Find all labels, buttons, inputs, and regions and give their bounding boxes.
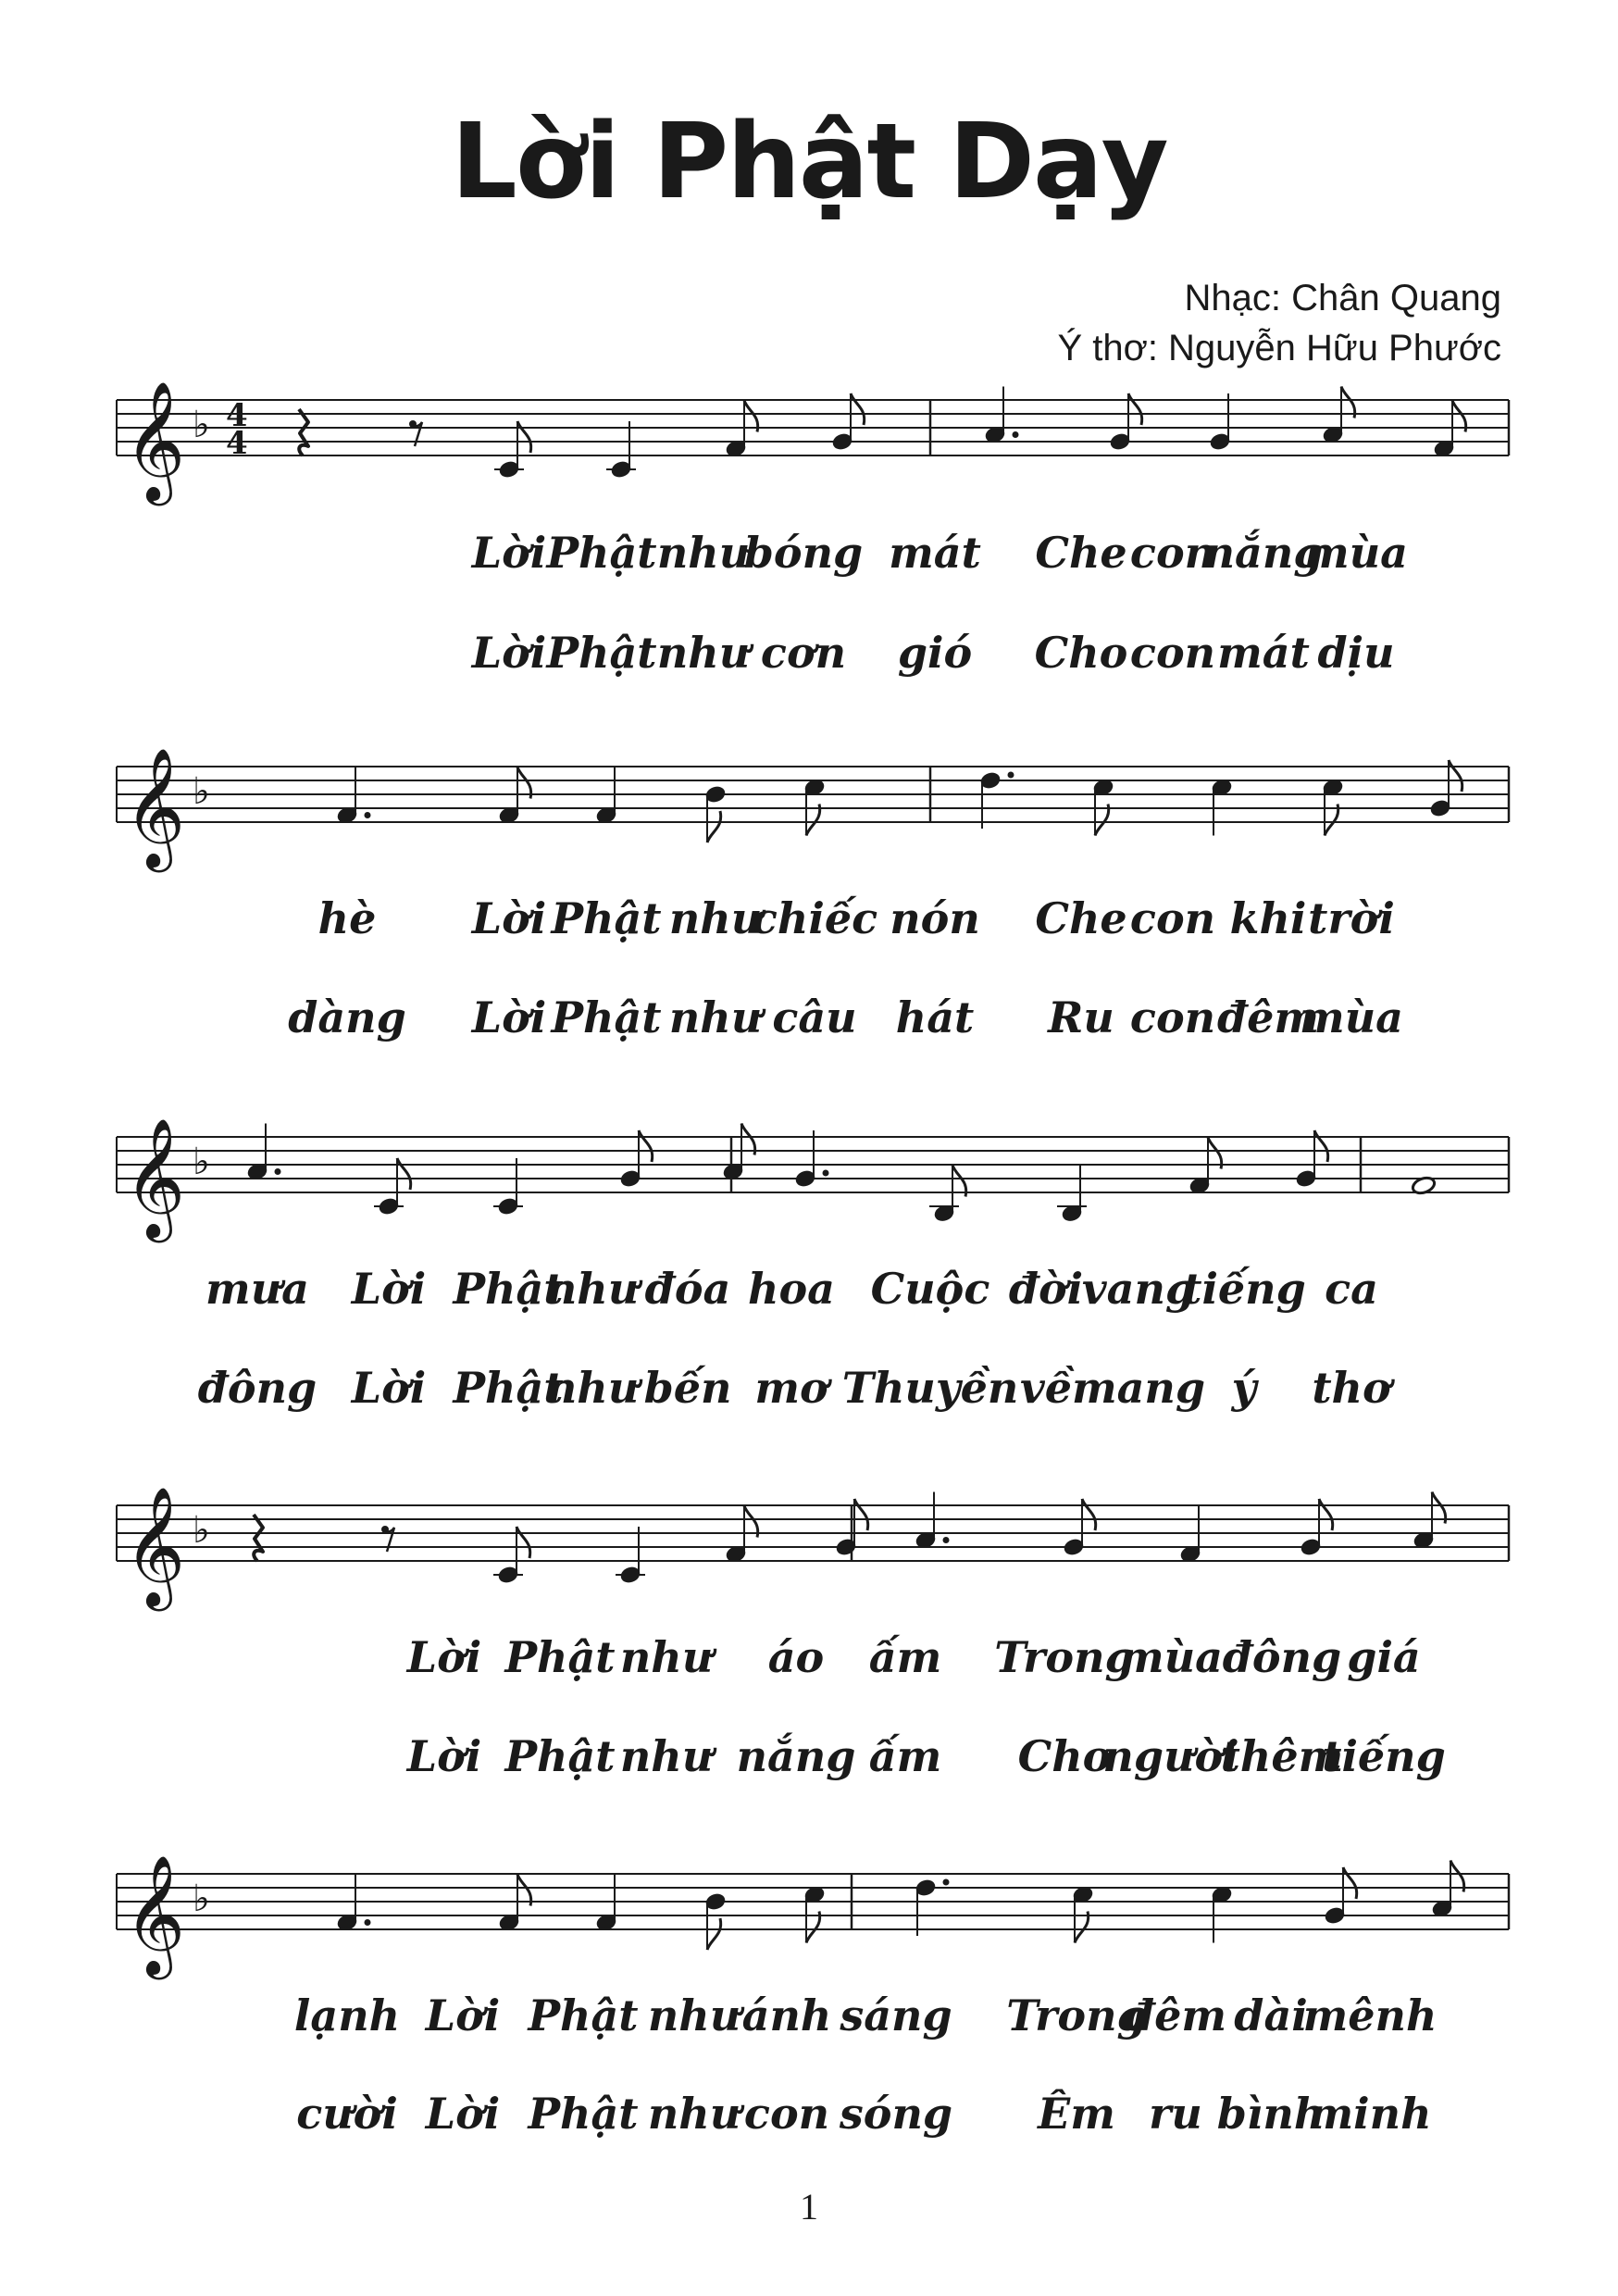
note-flag [517, 421, 531, 453]
lyric-syllable: khi [1229, 893, 1307, 943]
augmentation-dot [275, 1168, 281, 1175]
note-flag [639, 1130, 653, 1162]
treble-clef-icon: 𝄞 [124, 1854, 186, 1975]
eighth-rest [413, 422, 422, 446]
note-flag [1319, 1499, 1333, 1530]
lyric-syllable: Che [1035, 893, 1127, 943]
lyric-syllable: nón [890, 893, 980, 943]
lyric-syllable: như [619, 1731, 714, 1781]
key-signature-flat: ♭ [193, 770, 210, 813]
lyric-syllable: Lời [351, 1363, 427, 1413]
key-signature-flat: ♭ [193, 1878, 210, 1920]
lyric-syllable: mưa [205, 1264, 309, 1314]
time-signature-bottom: 4 [226, 425, 248, 462]
lyric-syllable: Trong [994, 1632, 1135, 1682]
note-flag [1082, 1499, 1096, 1530]
lyric-syllable: thêm [1220, 1731, 1344, 1781]
lyric-syllable: như [647, 2089, 741, 2139]
lyric-syllable: Phật [546, 628, 657, 678]
lyric-syllable: Cuộc [870, 1264, 990, 1314]
lyric-syllable: câu [772, 992, 857, 1042]
lyric-syllable: sóng [839, 2089, 953, 2139]
lyric-syllable: Trong [1006, 1990, 1147, 2040]
page-number: 1 [800, 2186, 818, 2227]
key-signature-flat: ♭ [193, 404, 210, 446]
lyric-syllable: như [545, 1363, 640, 1413]
lyric-syllable: Phật [453, 1363, 564, 1413]
key-signature-flat: ♭ [193, 1509, 210, 1552]
lyric-syllable: bóng [743, 528, 864, 578]
lyric-syllable: con [1129, 528, 1216, 578]
note-flag [851, 393, 865, 425]
lyric-syllable: như [656, 528, 751, 578]
lyric-syllable: mơ [754, 1363, 828, 1413]
lyric-syllable: dàng [288, 992, 406, 1042]
lyric-syllable: mênh [1302, 1990, 1438, 2040]
lyric-syllable: tiếng [1182, 1264, 1306, 1314]
lyric-syllable: ấm [868, 1731, 942, 1781]
lyric-syllable: Phật [504, 1632, 616, 1682]
lyric-syllable: như [545, 1264, 640, 1314]
lyric-syllable: mùa [1119, 1632, 1223, 1682]
lyric-syllable: mang [1071, 1363, 1206, 1413]
lyric-syllable: con [743, 2089, 830, 2139]
key-signature-flat: ♭ [193, 1141, 210, 1183]
note-flag [1128, 393, 1142, 425]
lyric-syllable: chiếc [751, 893, 878, 943]
treble-clef-icon: 𝄞 [124, 1486, 186, 1606]
note-flag [397, 1158, 411, 1190]
lyric-syllable: minh [1308, 2089, 1432, 2139]
augmentation-dot [365, 1919, 371, 1926]
lyric-syllable: đêm [1124, 1990, 1227, 2040]
lyric-syllable: nắng [1203, 528, 1324, 578]
lyric-syllable: như [656, 628, 751, 678]
lyric-syllable: Che [1035, 528, 1127, 578]
lyric-syllable: Lời [351, 1264, 427, 1314]
quarter-rest [254, 1515, 263, 1561]
augmentation-dot [365, 812, 371, 818]
lyric-syllable: hát [895, 992, 975, 1042]
lyric-syllable: mát [1217, 628, 1310, 678]
lyric-syllable: Ru [1048, 992, 1114, 1042]
lyric-syllable: Lời [406, 1632, 482, 1682]
lyric-syllable: mát [889, 528, 981, 578]
lyric-syllable: vang [1081, 1264, 1196, 1314]
note-flag [707, 811, 721, 842]
note-flag [517, 1527, 530, 1558]
lyric-syllable: ru [1149, 2089, 1202, 2139]
song-title: Lời Phật Dạy [451, 102, 1167, 222]
quarter-rest [299, 409, 308, 455]
lyric-syllable: mùa [1304, 528, 1408, 578]
note-flag [707, 1918, 721, 1950]
lyric-syllable: cười [296, 2089, 398, 2139]
note-flag [854, 1499, 868, 1530]
lyric-syllable: giá [1347, 1632, 1421, 1682]
lyric-syllable: bến [643, 1363, 732, 1413]
lyric-syllable: bình [1216, 2089, 1326, 2139]
time-signature-top: 4 [226, 397, 248, 434]
lyric-syllable: như [668, 893, 763, 943]
lyric-syllable: thơ [1312, 1363, 1391, 1413]
lyric-syllable: Phật [551, 893, 662, 943]
lyric-syllable: Lời [471, 528, 547, 578]
augmentation-dot [823, 1170, 829, 1177]
lyric-syllable: Lời [406, 1731, 482, 1781]
lyric-syllable: Lời [471, 628, 547, 678]
lyric-syllable: Phật [551, 992, 662, 1042]
lyric-syllable: Phật [504, 1731, 616, 1781]
note-flag [1449, 760, 1462, 792]
music-credit: Nhạc: Chân Quang [1184, 278, 1501, 318]
lyric-syllable: đông [1222, 1632, 1342, 1682]
lyric-syllable: Thuyền [841, 1363, 1019, 1413]
lyric-syllable: Cho [1034, 628, 1128, 678]
lyric-syllable: ca [1325, 1264, 1378, 1314]
treble-clef-icon: 𝄞 [124, 747, 186, 867]
lyric-syllable: con [1129, 628, 1216, 678]
lyric-syllable: Êm [1038, 2089, 1115, 2139]
lyric-syllable: nắng [736, 1731, 856, 1781]
lyric-syllable: hoa [748, 1264, 835, 1314]
lyric-syllable: đời [1008, 1264, 1084, 1314]
lyric-syllable: đóa [644, 1264, 731, 1314]
lyric-syllable: gió [897, 628, 973, 678]
lyric-syllable: Cho [1017, 1731, 1112, 1781]
treble-clef-icon: 𝄞 [124, 381, 186, 501]
lyric-syllable: ấm [868, 1632, 942, 1682]
eighth-rest [385, 1528, 394, 1552]
treble-clef-icon: 𝄞 [124, 1117, 186, 1238]
lyric-syllable: sáng [840, 1990, 952, 2040]
lyric-syllable: như [647, 1990, 741, 2040]
lyric-syllable: dịu [1317, 628, 1395, 678]
lyric-syllable: lạnh [293, 1990, 401, 2040]
lyric-syllable: Lời [425, 1990, 501, 2040]
lyric-syllable: Phật [528, 2089, 639, 2139]
lyric-syllable: về [1020, 1363, 1072, 1413]
lyric-syllable: Phật [528, 1990, 639, 2040]
lyric-syllable: ý [1231, 1363, 1257, 1413]
lyric-syllable: áo [767, 1632, 825, 1682]
lyric-syllable: dài [1234, 1990, 1308, 2040]
lyric-syllable: đêm [1216, 992, 1320, 1042]
lyric-syllable: người [1102, 1731, 1239, 1781]
lyric-syllable: mùa [1300, 992, 1403, 1042]
augmentation-dot [943, 1879, 950, 1886]
augmentation-dot [1013, 431, 1019, 438]
poem-credit: Ý thơ: Nguyễn Hữu Phước [1057, 328, 1501, 368]
lyric-syllable: tiếng [1322, 1731, 1446, 1781]
lyric-syllable: ánh [741, 1990, 832, 2040]
lyric-syllable: Phật [546, 528, 657, 578]
augmentation-dot [1008, 772, 1014, 779]
note-flag [1343, 1867, 1357, 1899]
lyric-syllable: Lời [425, 2089, 501, 2139]
augmentation-dot [943, 1537, 950, 1543]
lyric-syllable: Lời [471, 992, 547, 1042]
lyric-syllable: trời [1308, 893, 1395, 943]
lyric-syllable: đông [197, 1363, 317, 1413]
lyric-syllable: Phật [453, 1264, 564, 1314]
lyric-syllable: cơn [760, 628, 847, 678]
lyric-syllable: con [1129, 893, 1216, 943]
lyric-syllable: Lời [471, 893, 547, 943]
lyric-syllable: con [1129, 992, 1216, 1042]
lyric-syllable: như [668, 992, 763, 1042]
lyric-syllable: như [619, 1632, 714, 1682]
note-flag [1314, 1130, 1328, 1162]
lyric-syllable: hè [317, 893, 377, 943]
